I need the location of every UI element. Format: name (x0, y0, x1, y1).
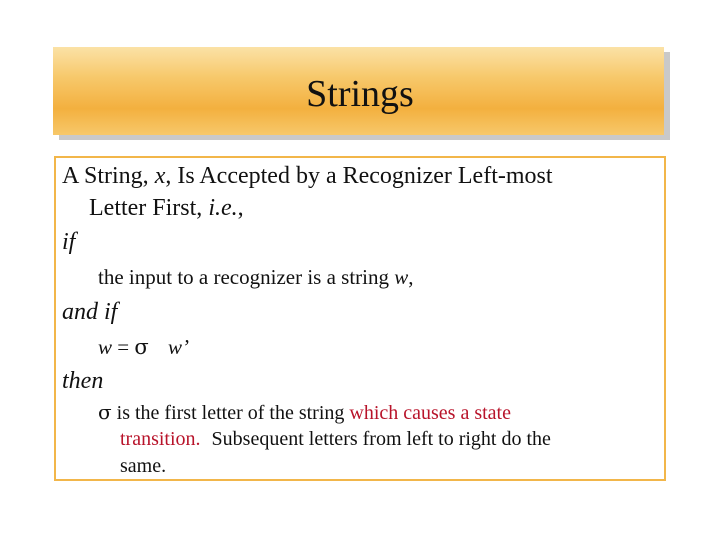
and-if-label: and if (62, 299, 118, 325)
slide-title: Strings (306, 73, 414, 115)
conclusion-text-3: same. (120, 455, 167, 477)
if-label: if (62, 229, 76, 255)
input-text: the input to a recognizer is a string w, (98, 265, 414, 289)
conclusion-text-2: Subsequent letters from left to right do the (211, 428, 551, 450)
conclusion-line-1 (98, 399, 511, 427)
equation-left: w (98, 335, 113, 359)
equation-equals: = (117, 335, 130, 359)
sigma-symbol: σ (134, 335, 149, 359)
equation (98, 334, 189, 360)
heading-text-2: Letter First, i.e., (89, 195, 244, 221)
heading-line-2 (89, 194, 244, 222)
heading-text-1: A String, x, Is Accepted by a Recognizer Left-most (62, 163, 553, 189)
conclusion-highlight-2: transition. (120, 428, 201, 450)
conclusion-text-1: is the first letter of the string (116, 402, 345, 424)
conclusion-line-3 (120, 453, 166, 480)
then-label: then (62, 368, 104, 394)
conclusion-sigma: σ (98, 400, 112, 424)
conclusion-line-2 (120, 426, 551, 453)
conclusion-highlight-1: which causes a state (349, 402, 511, 424)
equation-right: w’ (167, 335, 189, 359)
heading-line-1 (62, 162, 553, 190)
input-line (98, 264, 414, 290)
